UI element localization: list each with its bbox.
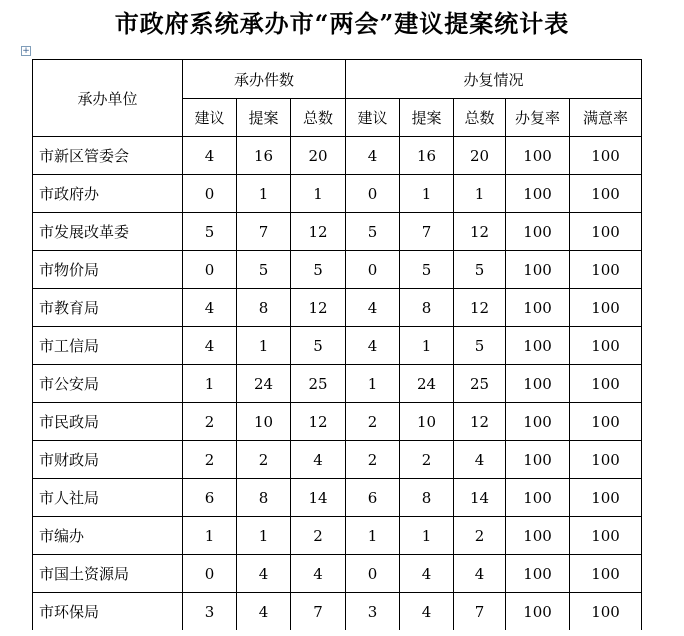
- cell-reply-total: 5: [454, 327, 506, 365]
- table-row: [33, 289, 642, 327]
- cell-proposal: 10: [237, 403, 291, 441]
- cell-total: 5: [291, 251, 346, 289]
- cell-reply-rate: 100: [506, 327, 570, 365]
- cell-unit: 市国土资源局: [33, 555, 183, 593]
- cell-satisfaction-rate: 100: [570, 593, 642, 631]
- cell-satisfaction-rate: 100: [570, 137, 642, 175]
- cell-proposal: 4: [237, 593, 291, 631]
- cell-reply-total: 4: [454, 441, 506, 479]
- cell-reply-proposal: 7: [400, 213, 454, 251]
- cell-reply-total: 14: [454, 479, 506, 517]
- cell-unit: 市教育局: [33, 289, 183, 327]
- cell-satisfaction-rate: 100: [570, 289, 642, 327]
- cell-satisfaction-rate: 100: [570, 555, 642, 593]
- cell-unit: 市民政局: [33, 403, 183, 441]
- cell-suggestion: 3: [183, 593, 237, 631]
- header-group-handle: 承办件数: [183, 60, 346, 99]
- cell-reply-proposal: 5: [400, 251, 454, 289]
- cell-reply-rate: 100: [506, 441, 570, 479]
- cell-reply-rate: 100: [506, 251, 570, 289]
- cell-reply-proposal: 4: [400, 593, 454, 631]
- cell-unit: 市工信局: [33, 327, 183, 365]
- cell-unit: 市发展改革委: [33, 213, 183, 251]
- cell-reply-rate: 100: [506, 175, 570, 213]
- cell-reply-suggestion: 3: [346, 593, 400, 631]
- cell-reply-proposal: 1: [400, 517, 454, 555]
- cell-suggestion: 0: [183, 555, 237, 593]
- cell-suggestion: 2: [183, 403, 237, 441]
- table-row: [33, 175, 642, 213]
- cell-unit: 市政府办: [33, 175, 183, 213]
- cell-proposal: 24: [237, 365, 291, 403]
- header-reply-suggestion: 建议: [346, 99, 400, 137]
- cell-unit: 市人社局: [33, 479, 183, 517]
- cell-reply-suggestion: 4: [346, 327, 400, 365]
- cell-suggestion: 4: [183, 289, 237, 327]
- header-total: 总数: [291, 99, 346, 137]
- cell-unit: 市编办: [33, 517, 183, 555]
- cell-total: 7: [291, 593, 346, 631]
- cell-unit: 市新区管委会: [33, 137, 183, 175]
- table-row: [33, 137, 642, 175]
- cell-total: 12: [291, 289, 346, 327]
- header-reply-total: 总数: [454, 99, 506, 137]
- cell-total: 1: [291, 175, 346, 213]
- table-row: [33, 555, 642, 593]
- header-unit: 承办单位: [33, 60, 183, 137]
- cell-proposal: 1: [237, 327, 291, 365]
- header-reply-rate: 办复率: [506, 99, 570, 137]
- table-row: [33, 327, 642, 365]
- table-row: [33, 365, 642, 403]
- cell-suggestion: 4: [183, 327, 237, 365]
- cell-proposal: 1: [237, 517, 291, 555]
- table-move-handle-icon[interactable]: +: [22, 46, 30, 56]
- header-group-reply: 办复情况: [346, 60, 642, 99]
- cell-unit: 市财政局: [33, 441, 183, 479]
- header-suggestion: 建议: [183, 99, 237, 137]
- cell-total: 4: [291, 441, 346, 479]
- cell-reply-rate: 100: [506, 213, 570, 251]
- cell-satisfaction-rate: 100: [570, 365, 642, 403]
- cell-reply-total: 12: [454, 403, 506, 441]
- table-row: [33, 251, 642, 289]
- table-row: [33, 593, 642, 631]
- cell-proposal: 4: [237, 555, 291, 593]
- cell-satisfaction-rate: 100: [570, 441, 642, 479]
- cell-reply-total: 12: [454, 289, 506, 327]
- cell-suggestion: 0: [183, 175, 237, 213]
- cell-reply-total: 1: [454, 175, 506, 213]
- cell-reply-total: 25: [454, 365, 506, 403]
- cell-satisfaction-rate: 100: [570, 213, 642, 251]
- table-row: [33, 213, 642, 251]
- cell-proposal: 5: [237, 251, 291, 289]
- cell-suggestion: 4: [183, 137, 237, 175]
- cell-reply-rate: 100: [506, 593, 570, 631]
- header-satisfaction-rate: 满意率: [570, 99, 642, 137]
- header-reply-proposal: 提案: [400, 99, 454, 137]
- cell-reply-proposal: 1: [400, 327, 454, 365]
- cell-proposal: 7: [237, 213, 291, 251]
- cell-reply-suggestion: 0: [346, 555, 400, 593]
- cell-suggestion: 0: [183, 251, 237, 289]
- cell-suggestion: 1: [183, 517, 237, 555]
- header-proposal: 提案: [237, 99, 291, 137]
- cell-satisfaction-rate: 100: [570, 175, 642, 213]
- cell-satisfaction-rate: 100: [570, 403, 642, 441]
- cell-suggestion: 6: [183, 479, 237, 517]
- cell-unit: 市公安局: [33, 365, 183, 403]
- document-title: 市政府系统承办市“两会”建议提案统计表: [114, 9, 570, 38]
- cell-suggestion: 5: [183, 213, 237, 251]
- cell-reply-rate: 100: [506, 403, 570, 441]
- cell-total: 20: [291, 137, 346, 175]
- cell-reply-proposal: 10: [400, 403, 454, 441]
- cell-suggestion: 1: [183, 365, 237, 403]
- cell-total: 5: [291, 327, 346, 365]
- cell-reply-suggestion: 5: [346, 213, 400, 251]
- cell-reply-rate: 100: [506, 555, 570, 593]
- cell-reply-rate: 100: [506, 517, 570, 555]
- cell-reply-total: 7: [454, 593, 506, 631]
- cell-reply-suggestion: 2: [346, 441, 400, 479]
- cell-reply-total: 5: [454, 251, 506, 289]
- cell-reply-suggestion: 0: [346, 175, 400, 213]
- cell-proposal: 2: [237, 441, 291, 479]
- cell-reply-rate: 100: [506, 365, 570, 403]
- cell-total: 2: [291, 517, 346, 555]
- cell-reply-proposal: 1: [400, 175, 454, 213]
- cell-unit: 市物价局: [33, 251, 183, 289]
- table-row: [33, 441, 642, 479]
- cell-reply-suggestion: 6: [346, 479, 400, 517]
- cell-reply-suggestion: 1: [346, 517, 400, 555]
- cell-proposal: 16: [237, 137, 291, 175]
- cell-satisfaction-rate: 100: [570, 251, 642, 289]
- cell-total: 14: [291, 479, 346, 517]
- table-row: [33, 403, 642, 441]
- table-row: [33, 517, 642, 555]
- cell-reply-proposal: 24: [400, 365, 454, 403]
- table-row: [33, 479, 642, 517]
- cell-reply-suggestion: 2: [346, 403, 400, 441]
- cell-reply-proposal: 8: [400, 479, 454, 517]
- cell-reply-proposal: 2: [400, 441, 454, 479]
- cell-total: 25: [291, 365, 346, 403]
- cell-satisfaction-rate: 100: [570, 479, 642, 517]
- cell-reply-suggestion: 1: [346, 365, 400, 403]
- cell-reply-total: 20: [454, 137, 506, 175]
- cell-reply-suggestion: 4: [346, 289, 400, 327]
- cell-reply-rate: 100: [506, 479, 570, 517]
- cell-total: 4: [291, 555, 346, 593]
- cell-reply-suggestion: 4: [346, 137, 400, 175]
- cell-reply-proposal: 4: [400, 555, 454, 593]
- cell-proposal: 8: [237, 289, 291, 327]
- statistics-table: [32, 59, 642, 630]
- cell-reply-proposal: 16: [400, 137, 454, 175]
- cell-proposal: 1: [237, 175, 291, 213]
- cell-satisfaction-rate: 100: [570, 517, 642, 555]
- cell-reply-proposal: 8: [400, 289, 454, 327]
- cell-proposal: 8: [237, 479, 291, 517]
- cell-total: 12: [291, 403, 346, 441]
- cell-suggestion: 2: [183, 441, 237, 479]
- cell-unit: 市环保局: [33, 593, 183, 631]
- cell-reply-total: 12: [454, 213, 506, 251]
- cell-total: 12: [291, 213, 346, 251]
- cell-reply-rate: 100: [506, 137, 570, 175]
- cell-reply-suggestion: 0: [346, 251, 400, 289]
- cell-satisfaction-rate: 100: [570, 327, 642, 365]
- cell-reply-total: 2: [454, 517, 506, 555]
- cell-reply-total: 4: [454, 555, 506, 593]
- cell-reply-rate: 100: [506, 289, 570, 327]
